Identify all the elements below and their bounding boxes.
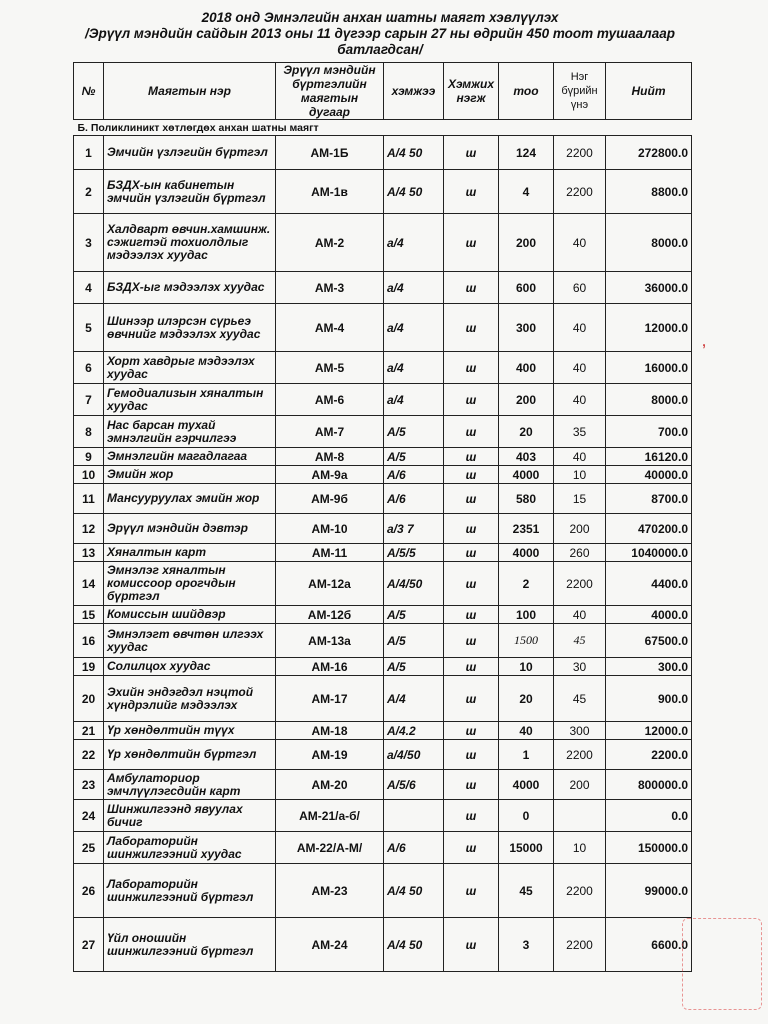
cell-code: АМ-7 [276,416,384,448]
cell-price: 260 [554,544,606,562]
col-header-price: Нэг бүрийн үнэ [554,63,606,120]
cell-unit: ш [444,800,499,832]
cell-name: Хорт хавдрыг мэдээлэх хуудас [104,352,276,384]
cell-qty: 600 [499,272,554,304]
cell-code: АМ-11 [276,544,384,562]
cell-size: а/4 [384,272,444,304]
cell-no: 26 [74,864,104,918]
cell-unit: ш [444,606,499,624]
table-row [74,606,692,624]
table-row [74,624,692,658]
cell-qty: 4000 [499,770,554,800]
header-line-2: /Эрүүл мэндийн сайдын 2013 оны 11 дүгээр сарын 27 ны өдрийн 450 тоот тушаалаар [85,26,675,41]
cell-price: 300 [554,722,606,740]
cell-qty: 1 [499,740,554,770]
cell-size: А/5 [384,448,444,466]
table-row [74,170,692,214]
cell-total: 16000.0 [606,352,692,384]
cell-code: АМ-2 [276,214,384,272]
cell-name: Эмнэлэг хяналтын комиссоор орогчдын бүртгэл [104,562,276,606]
cell-no: 3 [74,214,104,272]
cell-price: 40 [554,448,606,466]
cell-code: АМ-21/а-б/ [276,800,384,832]
cell-price: 40 [554,384,606,416]
cell-qty: 300 [499,304,554,352]
cell-unit: ш [444,416,499,448]
cell-unit: ш [444,864,499,918]
cell-code: АМ-22/А-М/ [276,832,384,864]
table-row [74,722,692,740]
cell-no: 11 [74,484,104,514]
handwritten-stamp-mark [682,918,762,1010]
cell-unit: ш [444,832,499,864]
cell-price: 200 [554,770,606,800]
cell-code: АМ-10 [276,514,384,544]
cell-code: АМ-8 [276,448,384,466]
cell-qty: 580 [499,484,554,514]
cell-size: А/4 50 [384,136,444,170]
cell-code: АМ-17 [276,676,384,722]
cell-size: А/6 [384,832,444,864]
cell-unit: ш [444,214,499,272]
cell-name: Хяналтын карт [104,544,276,562]
table-row [74,832,692,864]
cell-size: а/4 [384,214,444,272]
cell-size: А/6 [384,466,444,484]
cell-name: Шинжилгээнд явуулах бичиг [104,800,276,832]
cell-price: 10 [554,466,606,484]
cell-unit: ш [444,136,499,170]
cell-price: 45 [554,676,606,722]
cell-name: Лабораторийн шинжилгээний бүртгэл [104,864,276,918]
cell-no: 16 [74,624,104,658]
cell-qty: 2 [499,562,554,606]
cell-no: 7 [74,384,104,416]
cell-total: 8000.0 [606,384,692,416]
cell-code: АМ-6 [276,384,384,416]
cell-size: а/4 [384,384,444,416]
cell-qty: 400 [499,352,554,384]
cell-size: А/4 50 [384,170,444,214]
cell-unit: ш [444,484,499,514]
cell-name: БЗДХ-ыг мэдээлэх хуудас [104,272,276,304]
cell-total: 900.0 [606,676,692,722]
table-row [74,214,692,272]
cell-size: А/5 [384,624,444,658]
table-row [74,676,692,722]
cell-no: 9 [74,448,104,466]
col-header-total: Нийт [606,63,692,120]
cell-unit: ш [444,722,499,740]
cell-name: Амбулаториор эмчлүүлэгсдийн карт [104,770,276,800]
cell-qty: 2351 [499,514,554,544]
col-header-size: хэмжээ [384,63,444,120]
cell-no: 20 [74,676,104,722]
header-line-3: батлагдсан/ [337,42,423,57]
cell-size: А/5 [384,416,444,448]
cell-no: 2 [74,170,104,214]
cell-size: а/4 [384,352,444,384]
cell-price: 40 [554,352,606,384]
cell-unit: ш [444,514,499,544]
cell-price: 40 [554,304,606,352]
cell-total: 300.0 [606,658,692,676]
cell-total: 16120.0 [606,448,692,466]
cell-code: АМ-1в [276,170,384,214]
cell-qty: 10 [499,658,554,676]
cell-code: АМ-5 [276,352,384,384]
cell-unit: ш [444,918,499,972]
cell-code: АМ-23 [276,864,384,918]
cell-no: 8 [74,416,104,448]
cell-unit: ш [444,770,499,800]
cell-no: 21 [74,722,104,740]
cell-code: АМ-12б [276,606,384,624]
header-line-1: 2018 онд Эмнэлгийн анхан шатны маягт хэвлүүлэх [201,10,559,25]
cell-total: 12000.0 [606,304,692,352]
cell-no: 12 [74,514,104,544]
cell-total: 150000.0 [606,832,692,864]
cell-name: БЗДХ-ын кабинетын эмчийн үзлэгийн бүртгэл [104,170,276,214]
cell-unit: ш [444,466,499,484]
cell-total: 67500.0 [606,624,692,658]
cell-qty: 3 [499,918,554,972]
cell-code: АМ-13а [276,624,384,658]
table-row [74,304,692,352]
cell-unit: ш [444,544,499,562]
cell-total: 8000.0 [606,214,692,272]
cell-unit: ш [444,352,499,384]
cell-name: Үр хөндөлтийн бүртгэл [104,740,276,770]
cell-total: 4000.0 [606,606,692,624]
cell-price: 2200 [554,864,606,918]
cell-qty: 20 [499,676,554,722]
cell-size: А/4.2 [384,722,444,740]
cell-unit: ш [444,304,499,352]
cell-price: 2200 [554,136,606,170]
table-row [74,740,692,770]
cell-size: А/5 [384,658,444,676]
table-row [74,448,692,466]
cell-name: Нас барсан тухай эмнэлгийн гэрчилгээ [104,416,276,448]
cell-code: АМ-9б [276,484,384,514]
cell-total: 40000.0 [606,466,692,484]
col-header-qty: тоо [499,63,554,120]
cell-qty: 4000 [499,544,554,562]
cell-total: 8800.0 [606,170,692,214]
table-row [74,136,692,170]
cell-qty: 4 [499,170,554,214]
cell-code: АМ-20 [276,770,384,800]
cell-name: Халдварт өвчин.хамшинж. сэжигтэй тохиолдлыг мэдээлэх хуудас [104,214,276,272]
cell-price: 60 [554,272,606,304]
cell-total: 700.0 [606,416,692,448]
cell-name: Мансууруулах эмийн жор [104,484,276,514]
cell-no: 19 [74,658,104,676]
cell-no: 1 [74,136,104,170]
cell-qty: 45 [499,864,554,918]
table-row [74,272,692,304]
cell-qty: 100 [499,606,554,624]
cell-size: а/3 7 [384,514,444,544]
cell-no: 5 [74,304,104,352]
cell-size: А/5/6 [384,770,444,800]
cell-total: 8700.0 [606,484,692,514]
cell-name: Үр хөндөлтийн түүх [104,722,276,740]
cell-name: Эмнэлгийн магадлагаа [104,448,276,466]
cell-total: 6600.0 [606,918,692,972]
table-row [74,864,692,918]
cell-no: 23 [74,770,104,800]
cell-price [554,800,606,832]
cell-size: А/4 50 [384,918,444,972]
cell-price: 40 [554,214,606,272]
cell-name: Шинээр илэрсэн сүрьеэ өвчнийг мэдээлэх хуудас [104,304,276,352]
cell-unit: ш [444,562,499,606]
cell-name: Солилцох хуудас [104,658,276,676]
cell-name: Эмнэлэгт өвчтөн илгээх хуудас [104,624,276,658]
table-row [74,918,692,972]
cell-name: Эхийн эндэгдэл нэцтой хүндрэлийг мэдээлэх [104,676,276,722]
cell-price: 10 [554,832,606,864]
cell-price: 45 [554,624,606,658]
cell-size: а/4 [384,304,444,352]
table-row [74,562,692,606]
cell-size: А/6 [384,484,444,514]
cell-code: АМ-1Б [276,136,384,170]
cell-total: 12000.0 [606,722,692,740]
table-row [74,352,692,384]
cell-total: 470200.0 [606,514,692,544]
table-row [74,384,692,416]
cell-size: А/4 50 [384,864,444,918]
cell-size [384,800,444,832]
cell-no: 22 [74,740,104,770]
col-header-no: № [74,63,104,120]
table-row [74,770,692,800]
cell-qty: 4000 [499,466,554,484]
section-row [74,120,692,136]
cell-qty: 15000 [499,832,554,864]
table-row [74,544,692,562]
cell-price: 2200 [554,918,606,972]
cell-total: 36000.0 [606,272,692,304]
cell-no: 10 [74,466,104,484]
cell-unit: ш [444,740,499,770]
cell-code: АМ-4 [276,304,384,352]
table-row [74,466,692,484]
table-row [74,416,692,448]
cell-no: 15 [74,606,104,624]
document-header [60,10,700,58]
cell-unit: ш [444,170,499,214]
cell-name: Эрүүл мэндийн дэвтэр [104,514,276,544]
table-header-row [74,63,692,120]
cell-qty: 40 [499,722,554,740]
cell-size: А/4/50 [384,562,444,606]
table-row [74,800,692,832]
cell-name: Эмчийн үзлэгийн бүртгэл [104,136,276,170]
cell-code: АМ-16 [276,658,384,676]
cell-qty: 1500 [499,624,554,658]
cell-price: 40 [554,606,606,624]
col-header-name: Маягтын нэр [104,63,276,120]
forms-table [73,62,692,972]
cell-qty: 200 [499,214,554,272]
cell-size: А/4 [384,676,444,722]
cell-total: 4400.0 [606,562,692,606]
cell-name: Гемодиализын хяналтын хуудас [104,384,276,416]
cell-total: 0.0 [606,800,692,832]
cell-total: 272800.0 [606,136,692,170]
table-row [74,484,692,514]
cell-price: 30 [554,658,606,676]
cell-no: 25 [74,832,104,864]
cell-qty: 200 [499,384,554,416]
table-row [74,514,692,544]
cell-size: а/4/50 [384,740,444,770]
cell-no: 14 [74,562,104,606]
cell-no: 4 [74,272,104,304]
cell-no: 27 [74,918,104,972]
cell-no: 6 [74,352,104,384]
cell-name: Комиссын шийдвэр [104,606,276,624]
cell-no: 13 [74,544,104,562]
cell-code: АМ-9а [276,466,384,484]
table-row [74,658,692,676]
cell-unit: ш [444,272,499,304]
cell-size: А/5 [384,606,444,624]
col-header-code: Эрүүл мэндийн бүртгэлийн маягтын дугаар [276,63,384,120]
cell-unit: ш [444,676,499,722]
cell-unit: ш [444,658,499,676]
cell-price: 15 [554,484,606,514]
cell-qty: 0 [499,800,554,832]
cell-size: А/5/5 [384,544,444,562]
cell-price: 2200 [554,170,606,214]
cell-total: 800000.0 [606,770,692,800]
col-header-unit: Хэмжих нэгж [444,63,499,120]
cell-name: Үйл оношийн шинжилгээний бүртгэл [104,918,276,972]
cell-total: 2200.0 [606,740,692,770]
cell-qty: 124 [499,136,554,170]
cell-price: 35 [554,416,606,448]
cell-qty: 403 [499,448,554,466]
cell-unit: ш [444,448,499,466]
cell-name: Лабораторийн шинжилгээний хуудас [104,832,276,864]
cell-code: АМ-3 [276,272,384,304]
cell-code: АМ-19 [276,740,384,770]
cell-price: 2200 [554,562,606,606]
cell-no: 24 [74,800,104,832]
cell-name: Эмийн жор [104,466,276,484]
cell-unit: ш [444,624,499,658]
cell-unit: ш [444,384,499,416]
cell-code: АМ-24 [276,918,384,972]
cell-price: 200 [554,514,606,544]
cell-total: 99000.0 [606,864,692,918]
cell-price: 2200 [554,740,606,770]
cell-code: АМ-12а [276,562,384,606]
cell-code: АМ-18 [276,722,384,740]
section-title: Б. Поликлиникт хөтлөгдөх анхан шатны маягт [74,120,692,136]
cell-qty: 20 [499,416,554,448]
red-mark: ‚ [702,330,706,350]
cell-total: 1040000.0 [606,544,692,562]
